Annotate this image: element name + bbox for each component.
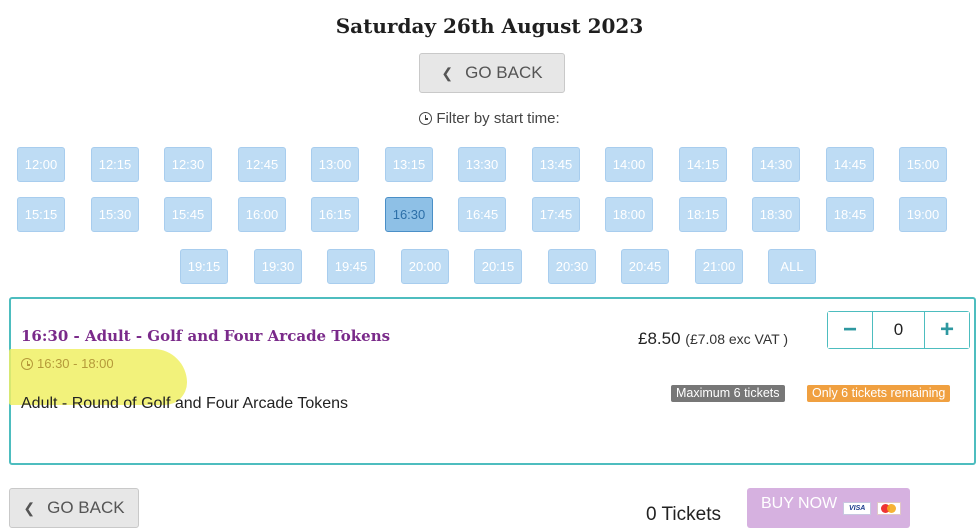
time-filter-2045[interactable]: 20:45 (621, 249, 669, 284)
time-filter-1215[interactable]: 12:15 (91, 147, 139, 182)
remaining-tickets-badge: Only 6 tickets remaining (807, 385, 950, 402)
filter-label-text: Filter by start time: (436, 110, 560, 127)
time-filter-2000[interactable]: 20:00 (401, 249, 449, 284)
time-filter-1300[interactable]: 13:00 (311, 147, 359, 182)
price-value: £8.50 (638, 329, 681, 348)
go-back-label: GO BACK (465, 63, 543, 82)
increment-button[interactable]: + (925, 312, 969, 348)
time-filter-1745[interactable]: 17:45 (532, 197, 580, 232)
go-back-top-button[interactable] (419, 53, 565, 93)
time-filter-1515[interactable]: 15:15 (17, 197, 65, 232)
ticket-price (638, 329, 788, 349)
time-filter-1500[interactable]: 15:00 (899, 147, 947, 182)
time-filter-1400[interactable]: 14:00 (605, 147, 653, 182)
ticket-panel (9, 297, 976, 465)
time-filter-1330[interactable]: 13:30 (458, 147, 506, 182)
go-back-label: GO BACK (47, 498, 125, 517)
ticket-time-text: 16:30 - 18:00 (37, 356, 114, 371)
quantity-input[interactable]: 0 (872, 312, 925, 348)
decrement-button[interactable]: − (828, 312, 872, 348)
time-filter-2030[interactable]: 20:30 (548, 249, 596, 284)
time-filter-1200[interactable]: 12:00 (17, 147, 65, 182)
max-tickets-badge: Maximum 6 tickets (671, 385, 785, 402)
ticket-description: Adult - Round of Golf and Four Arcade Tokens (21, 395, 349, 412)
chevron-left-icon: ❮ (441, 64, 454, 81)
quantity-stepper (827, 311, 970, 349)
price-exc-vat: (£7.08 exc VAT ) (685, 331, 788, 347)
time-filter-1345[interactable]: 13:45 (532, 147, 580, 182)
go-back-bottom-button[interactable] (9, 488, 139, 528)
date-title: Saturday 26th August 2023 (335, 14, 644, 38)
time-filter-1845[interactable]: 18:45 (826, 197, 874, 232)
time-filter-1630[interactable]: 16:30 (385, 197, 433, 232)
time-filter-all[interactable]: ALL (768, 249, 816, 284)
time-filter-1415[interactable]: 14:15 (679, 147, 727, 182)
time-filter-1930[interactable]: 19:30 (254, 249, 302, 284)
time-filter-1645[interactable]: 16:45 (458, 197, 506, 232)
ticket-time (21, 356, 114, 371)
visa-card-icon: VISA (843, 502, 871, 515)
buy-now-button[interactable] (747, 488, 910, 528)
time-filter-1900[interactable]: 19:00 (899, 197, 947, 232)
time-filter-1315[interactable]: 13:15 (385, 147, 433, 182)
time-filter-1830[interactable]: 18:30 (752, 197, 800, 232)
ticket-title: 16:30 - Adult - Golf and Four Arcade Tokens (21, 327, 391, 345)
filter-label (0, 110, 979, 127)
time-filter-1245[interactable]: 12:45 (238, 147, 286, 182)
time-filter-1815[interactable]: 18:15 (679, 197, 727, 232)
time-filter-1430[interactable]: 14:30 (752, 147, 800, 182)
chevron-left-icon: ❮ (23, 499, 36, 516)
time-filter-1230[interactable]: 12:30 (164, 147, 212, 182)
clock-icon (21, 358, 33, 370)
time-filter-1545[interactable]: 15:45 (164, 197, 212, 232)
clock-icon (419, 112, 432, 125)
mastercard-icon (877, 502, 901, 515)
ticket-count: 0 Tickets (646, 504, 721, 525)
time-filter-1945[interactable]: 19:45 (327, 249, 375, 284)
time-filter-1600[interactable]: 16:00 (238, 197, 286, 232)
time-filter-2100[interactable]: 21:00 (695, 249, 743, 284)
time-filter-1530[interactable]: 15:30 (91, 197, 139, 232)
time-filter-1800[interactable]: 18:00 (605, 197, 653, 232)
time-filter-1445[interactable]: 14:45 (826, 147, 874, 182)
buy-now-label: BUY NOW (761, 495, 838, 512)
time-filter-1915[interactable]: 19:15 (180, 249, 228, 284)
time-filter-2015[interactable]: 20:15 (474, 249, 522, 284)
time-filter-1615[interactable]: 16:15 (311, 197, 359, 232)
